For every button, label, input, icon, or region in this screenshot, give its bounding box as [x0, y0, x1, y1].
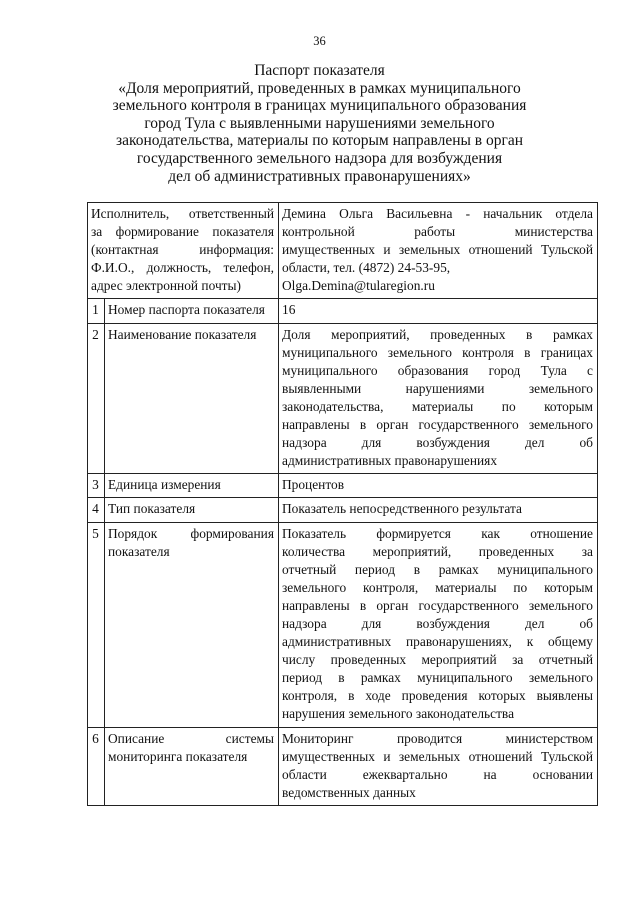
row-value-line: Показатель формируется как отношение — [282, 525, 593, 541]
row-value-line: контроля, в ходе проведения которых выявлены — [282, 688, 593, 704]
row-value-line: муниципального земельного контроля в границах — [282, 344, 593, 360]
row-value-line: ведомственных данных — [282, 784, 416, 800]
indicator-passport-table — [87, 202, 598, 806]
executor-label-line: Исполнитель, ответственный — [91, 206, 274, 221]
title-line: законодательства, материалы по которым направлены в орган — [115, 132, 524, 150]
row-label — [105, 522, 279, 727]
table-row — [88, 498, 598, 522]
row-value-line: земельного контроля, материалы по которым — [282, 579, 593, 595]
executor-value-line: Демина Ольга Васильевна - начальник отдела — [282, 206, 593, 221]
row-label — [105, 323, 279, 474]
row-value-line: законодательства, материалы по которым — [282, 398, 593, 414]
row-value-line: надзора для возбуждения дел об — [282, 435, 593, 451]
row-label — [105, 498, 279, 522]
row-number: 4 — [88, 498, 105, 522]
row-value-line: муниципального образования город Тула с — [282, 362, 593, 378]
row-value-line: Процентов — [282, 477, 345, 493]
document-title — [80, 62, 559, 185]
executor-label-cell — [88, 203, 279, 299]
row-number: 5 — [88, 522, 105, 727]
row-value-line: имущественных и земельных отношений Тульской — [282, 748, 593, 764]
row-value-line: направлены в орган государственного земельного — [282, 597, 593, 613]
row-value-line: административных правонарушениях — [282, 453, 498, 469]
row-value-line: административных правонарушениях, к общему — [282, 634, 593, 650]
row-label — [105, 474, 279, 498]
table-row — [88, 323, 598, 474]
row-label-line: мониторинга показателя — [108, 748, 248, 764]
row-value — [279, 498, 598, 522]
table-row-executor — [88, 203, 598, 299]
executor-label-line: (контактная информация: — [91, 242, 274, 258]
row-label — [105, 299, 279, 323]
row-label-line: Тип показателя — [108, 501, 196, 517]
executor-value-cell — [279, 203, 598, 299]
row-value-line: 16 — [282, 302, 296, 318]
executor-value-line: контрольной работы министерства — [282, 224, 593, 240]
title-line: дел об административных правонарушениях» — [168, 167, 471, 185]
row-number: 2 — [88, 323, 105, 474]
executor-label-line: Ф.И.О., должность, телефон, — [91, 260, 274, 276]
executor-email: Olga.Demina@tularegion.ru — [282, 278, 435, 294]
row-value-line: числу проведенных мероприятий за отчетный — [282, 652, 593, 668]
page-number: 36 — [313, 34, 326, 48]
executor-label-line: адрес электронной почты) — [91, 278, 241, 294]
executor-value-line: имущественных и земельных отношений Тульской — [282, 242, 593, 258]
title-line: «Доля мероприятий, проведенных в рамках муниципального — [118, 79, 521, 97]
row-value-line: количества мероприятий, проведенных за — [282, 543, 593, 559]
row-value-line: период в рамках муниципального земельного — [282, 670, 593, 686]
row-value — [279, 323, 598, 474]
row-value — [279, 299, 598, 323]
row-number: 3 — [88, 474, 105, 498]
row-value-line: выявленными нарушениями земельного — [282, 380, 593, 396]
row-value — [279, 474, 598, 498]
title-line: земельного контроля в границах муниципального образования — [112, 97, 527, 115]
row-value-line: области ежеквартально на основании — [282, 766, 593, 782]
row-label-line: Порядок формирования — [108, 525, 274, 541]
row-value-line: направлены в орган государственного земельного — [282, 417, 593, 433]
row-label-line: Наименование показателя — [108, 326, 257, 342]
table-row — [88, 474, 598, 498]
row-value — [279, 727, 598, 805]
row-label-line: Единица измерения — [108, 477, 221, 493]
row-value-line: нарушения земельного законодательства — [282, 706, 515, 722]
row-value-line: отчетный период в рамках муниципального — [282, 561, 593, 577]
table-row — [88, 522, 598, 727]
row-number: 6 — [88, 727, 105, 805]
row-number: 1 — [88, 299, 105, 323]
row-value — [279, 522, 598, 727]
table-row — [88, 299, 598, 323]
row-label-line: показателя — [108, 543, 170, 559]
row-value-line: Мониторинг проводится министерством — [282, 730, 593, 746]
row-label — [105, 727, 279, 805]
row-value-line: Доля мероприятий, проведенных в рамках — [282, 326, 593, 342]
executor-value-line: области, тел. (4872) 24-53-95, — [282, 260, 451, 276]
row-value-line: надзора для возбуждения дел об — [282, 615, 593, 631]
row-value-line: Показатель непосредственного результата — [282, 501, 522, 517]
row-label-line: Номер паспорта показателя — [108, 302, 265, 318]
title-line: город Тула с выявленными нарушениями земельного — [144, 114, 495, 132]
row-label-line: Описание системы — [108, 730, 274, 746]
table-row — [88, 727, 598, 805]
title-line: государственного земельного надзора для возбуждения — [136, 149, 503, 167]
executor-label-line: за формирование показателя — [91, 224, 274, 240]
title-line: Паспорт показателя — [254, 62, 385, 79]
